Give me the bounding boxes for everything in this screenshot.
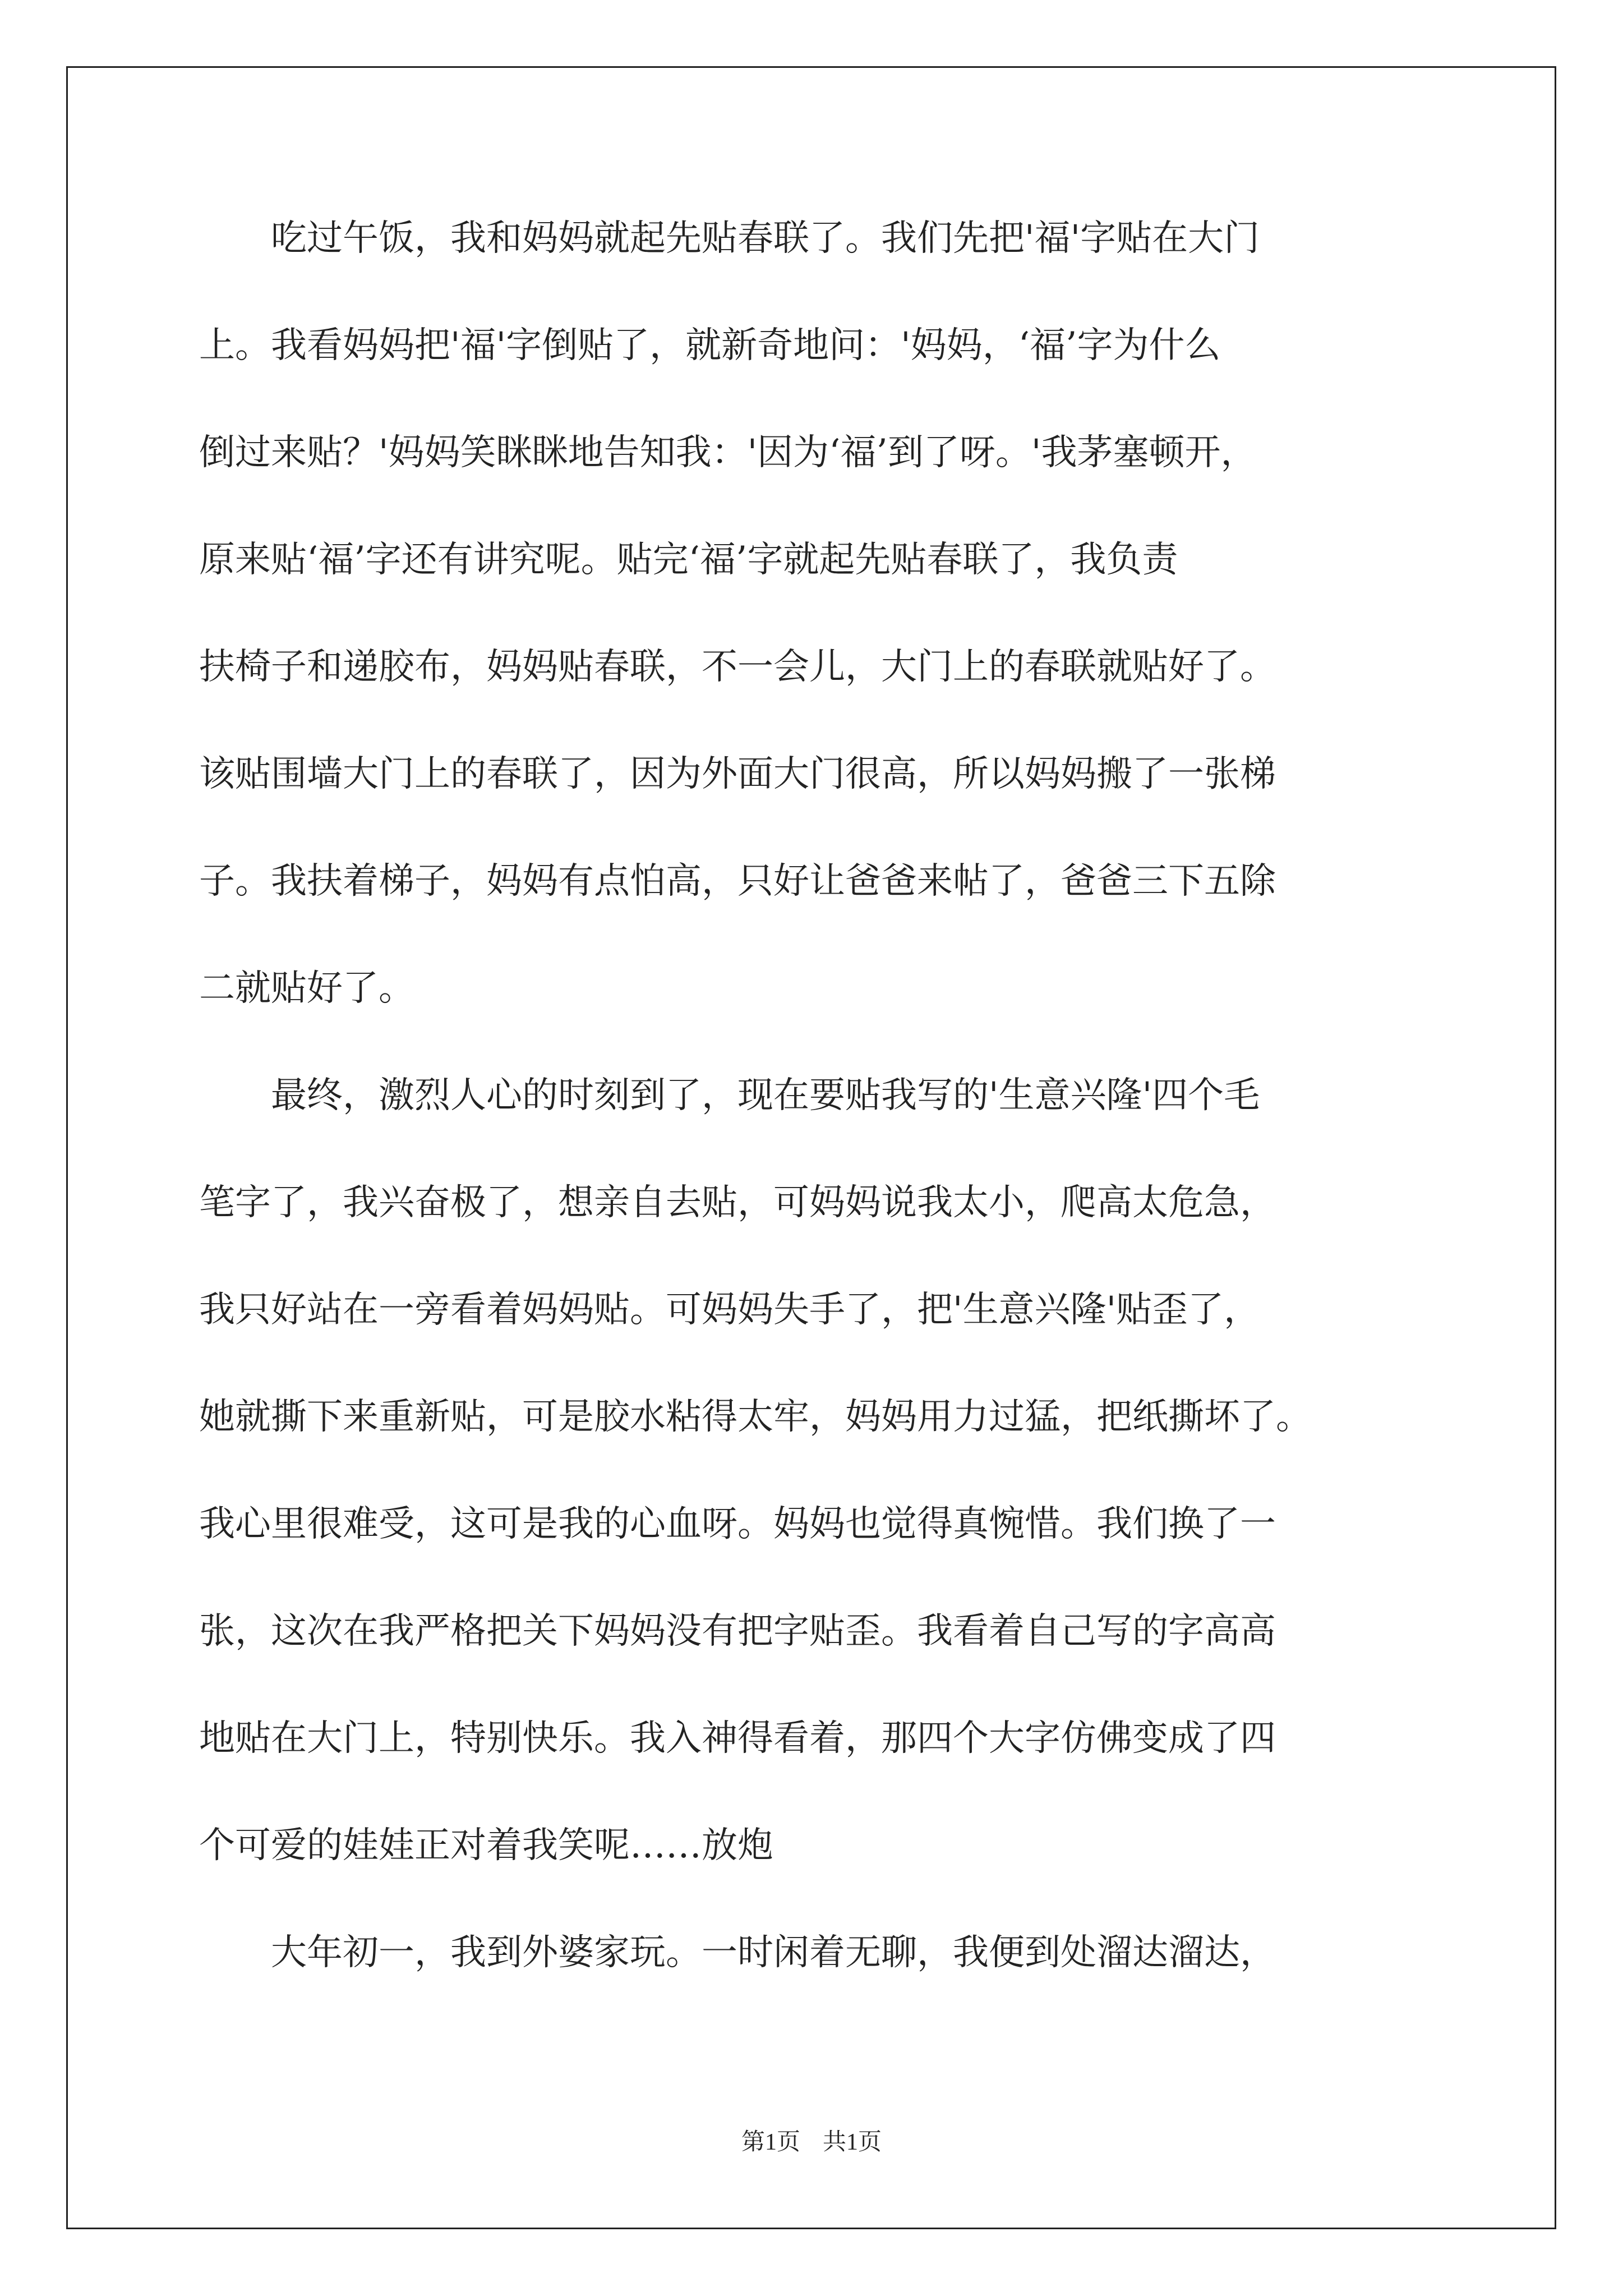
page-total: 共1页 xyxy=(823,2129,882,2155)
text-line: 个可爱的娃娃正对着我笑呢……放炮 xyxy=(199,1825,773,1866)
text-line: 我只好站在一旁看着妈妈贴。可妈妈失手了，把'生意兴隆'贴歪了， xyxy=(199,1289,1260,1331)
text-line: 倒过来贴？'妈妈笑眯眯地告知我：'因为‘福’到了呀。'我茅塞顿开， xyxy=(199,432,1257,473)
text-line: 扶椅子和递胶布，妈妈贴春联，不一会儿，大门上的春联就贴好了。 xyxy=(199,646,1276,688)
text-line: 大年初一，我到外婆家玩。一时闲着无聊，我便到处溜达溜达， xyxy=(199,1932,1276,1973)
text-line: 她就撕下来重新贴，可是胶水粘得太牢，妈妈用力过猛，把纸撕坏了。 xyxy=(199,1396,1312,1438)
text-line: 张，这次在我严格把关下妈妈没有把字贴歪。我看着自己写的字高高 xyxy=(199,1611,1276,1652)
document-body xyxy=(199,216,1489,2037)
text-line: 原来贴‘福’字还有讲究呢。贴完‘福’字就起先贴春联了，我负责 xyxy=(199,539,1178,581)
text-line: 子。我扶着梯子，妈妈有点怕高，只好让爸爸来帖了，爸爸三下五除 xyxy=(199,861,1276,902)
page-number: 第1页 xyxy=(741,2129,800,2155)
text-line: 我心里很难受，这可是我的心血呀。妈妈也觉得真惋惜。我们换了一 xyxy=(199,1503,1276,1545)
text-line: 二就贴好了。 xyxy=(199,968,414,1009)
text-line: 吃过午饭，我和妈妈就起先贴春联了。我们先把'福'字贴在大门 xyxy=(199,218,1260,259)
page-footer xyxy=(0,2123,1623,2157)
text-line: 该贴围墙大门上的春联了，因为外面大门很高，所以妈妈搬了一张梯 xyxy=(199,753,1276,795)
text-line: 地贴在大门上，特别快乐。我入神得看着，那四个大字仿佛变成了四 xyxy=(199,1718,1276,1759)
text-line: 上。我看妈妈把'福'字倒贴了，就新奇地问：'妈妈，‘福’字为什么 xyxy=(199,325,1221,366)
text-line: 笔字了，我兴奋极了，想亲自去贴，可妈妈说我太小，爬高太危急， xyxy=(199,1182,1276,1223)
text-line: 最终，激烈人心的时刻到了，现在要贴我写的'生意兴隆'四个毛 xyxy=(199,1075,1260,1116)
